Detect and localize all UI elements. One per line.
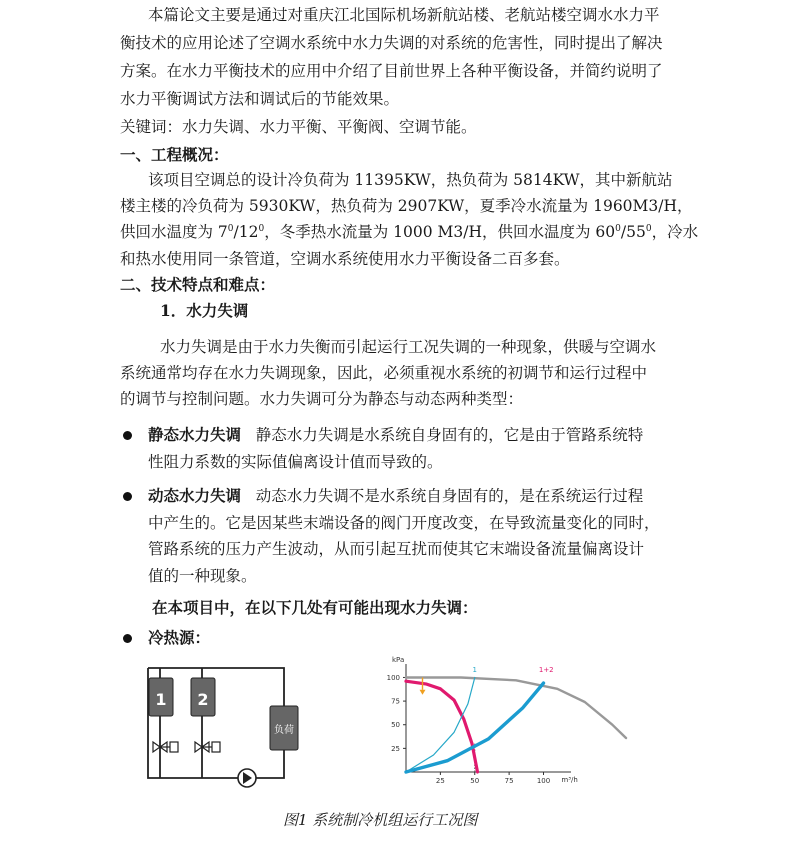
- valve-icon: [195, 742, 220, 752]
- pump-icon: [238, 769, 256, 787]
- series-line-1: [406, 678, 626, 739]
- section2-heading: 二、技术特点和难点：: [120, 275, 276, 294]
- y-tick-label: 100: [386, 673, 400, 682]
- valve-icon: [153, 742, 178, 752]
- y-tick-label: 50: [391, 721, 400, 730]
- chiller-system-diagram: [140, 660, 310, 790]
- x-axis-label: m³/h: [561, 776, 578, 784]
- bullet-dot: [123, 492, 132, 501]
- subsection-heading: 1．水力失调: [160, 301, 249, 320]
- section1-line-3: 供回水温度为 $7^0/12^0$，冬季热水流量为 1000 M3/H，供回水温度为 $60^0/55^0$，冷水: [120, 223, 699, 241]
- intro-line-2: 衡技术的应用论述了空调水系统中水力失调的对系统的危害性，同时提出了解决: [120, 34, 663, 52]
- figure-caption: 图1 系统制冷机组运行工况图: [283, 811, 478, 829]
- load-label: 负荷: [274, 725, 294, 736]
- para-line-1: 水力失调是由于水力失衡而引起运行工况失调的一种现象，供暖与空调水: [160, 338, 657, 356]
- intro-line-3: 方案。在水力平衡技术的应用中介绍了目前世界上各种平衡设备，并简约说明了: [120, 62, 663, 80]
- bullet-dynamic-line-3: 管路系统的压力产生波动，从而引起互扰而使其它末端设备流量偏离设计: [148, 540, 645, 558]
- bullet-source: 冷热源：: [148, 628, 211, 647]
- x-tick-label: 25: [435, 777, 445, 785]
- y-tick-label: 25: [391, 744, 400, 753]
- pump-curve-chart: [368, 652, 638, 792]
- x-tick-label: 75: [504, 777, 514, 785]
- bullet-dot: [123, 634, 132, 643]
- intro-line-1: 本篇论文主要是通过对重庆江北国际机场新航站楼、老航站楼空调水水力平: [148, 6, 660, 24]
- bullet-dynamic-line-2: 中产生的。它是因某些末端设备的阀门开度改变，在导致流量变化的同时，: [148, 514, 660, 532]
- bullet-static-line-1: 静态水力失调 静态水力失调是水系统自身固有的，它是由于管路系统特: [148, 425, 644, 444]
- bullet-static-line-2: 性阻力系数的实际值偏离设计值而导致的。: [148, 453, 443, 471]
- y-tick-label: 75: [391, 697, 400, 706]
- series-line-2: [406, 681, 478, 772]
- keywords: 关键词：水力失调、水力平衡、平衡阀、空调节能。: [120, 118, 477, 136]
- subhead-locations: 在本项目中，在以下几处有可能出现水力失调：: [152, 598, 478, 617]
- chiller-1-label: 1: [155, 690, 167, 709]
- y-axis-label: kPa: [392, 656, 405, 664]
- intro-line-4: 水力平衡调试方法和调试后的节能效果。: [120, 90, 400, 108]
- x-tick-label: 100: [536, 777, 551, 785]
- section1-heading: 一、工程概况：: [120, 145, 229, 164]
- para-line-2: 系统通常均存在水力失调现象，因此，必须重视水系统的初调节和运行过程中: [120, 364, 648, 382]
- chiller-2-label: 2: [197, 690, 209, 709]
- series-label-1: 1: [472, 665, 477, 674]
- bullet-dynamic-line-1: 动态水力失调 动态水力失调不是水系统自身固有的，是在系统运行过程: [148, 486, 644, 505]
- x-tick-label: 50: [470, 777, 480, 785]
- para-line-3: 的调节与控制问题。水力失调可分为静态与动态两种类型：: [120, 390, 524, 408]
- series-label-1-2: 1+2: [538, 665, 554, 674]
- section1-line-1: 该项目空调总的设计冷负荷为 11395KW，热负荷为 5814KW，其中新航站: [148, 171, 673, 189]
- bullet-dynamic-line-4: 值的一种现象。: [148, 567, 257, 585]
- section1-line-2: 楼主楼的冷负荷为 5930KW，热负荷为 2907KW，夏季冷水流量为 1960M3/H，: [120, 197, 693, 215]
- section1-line-4: 和热水使用同一条管道，空调水系统使用水力平衡设备二百多套。: [120, 250, 570, 268]
- bullet-dot: [123, 431, 132, 440]
- marker-arrow-head: [420, 690, 426, 695]
